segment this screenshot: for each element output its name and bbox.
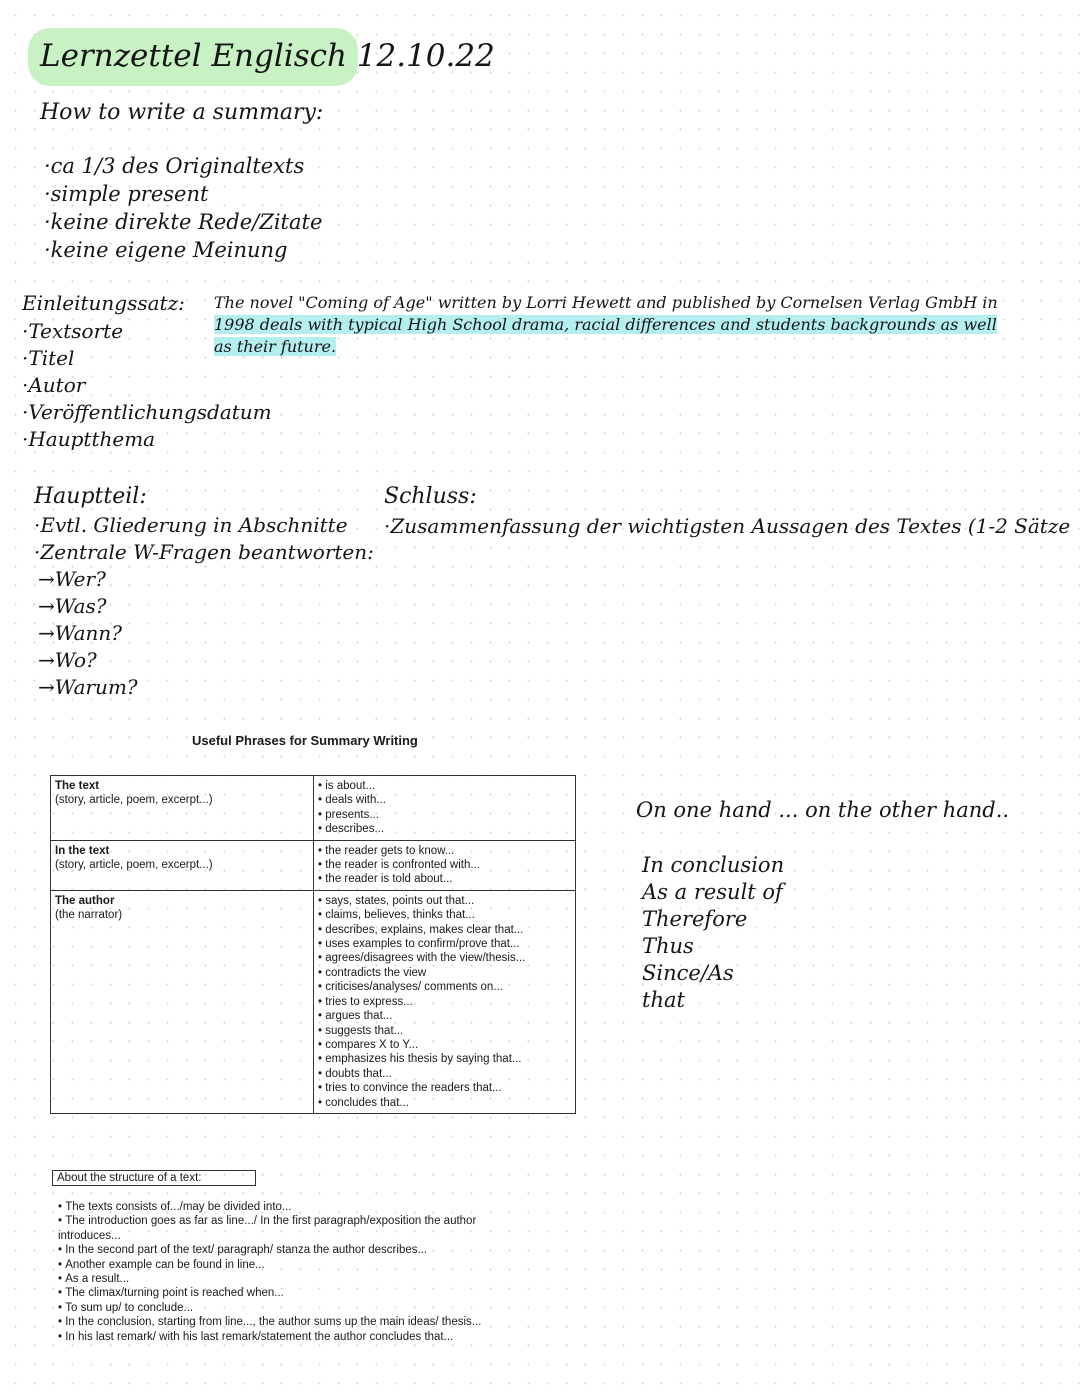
- phrase: • contradicts the view: [318, 966, 571, 980]
- phrase: • says, states, points out that...: [318, 894, 571, 908]
- structure-item: • In the second part of the text/ paragraph/ stanza the author describes...: [58, 1243, 528, 1257]
- phrase: • emphasizes his thesis by saying that...: [318, 1052, 571, 1066]
- phrase: • concludes that...: [318, 1096, 571, 1110]
- phrase: • tries to convince the readers that...: [318, 1081, 571, 1095]
- phrase: • is about...: [318, 779, 571, 793]
- phrase: • suggests that...: [318, 1024, 571, 1038]
- structure-item: • To sum up/ to conclude...: [58, 1301, 528, 1315]
- phrase: • uses examples to confirm/prove that...: [318, 937, 571, 951]
- w-question: →Wer?: [38, 567, 106, 591]
- hauptteil-item: ·Evtl. Gliederung in Abschnitte: [34, 513, 348, 537]
- example-sentence-highlighted: 1998 deals with typical High School drama, racial differences and students backgrounds as well as their future.: [214, 315, 997, 356]
- einleitung-item: ·Veröffentlichungsdatum: [22, 400, 272, 424]
- einleitung-heading: Einleitungssatz:: [22, 291, 185, 315]
- how-to-item: ·simple present: [44, 182, 209, 206]
- w-question: →Warum?: [38, 675, 138, 699]
- phrase-list-cell: [314, 890, 576, 1113]
- phrase: • describes...: [318, 822, 571, 836]
- hauptteil-heading: Hauptteil:: [34, 484, 147, 509]
- table-row: [51, 890, 576, 1113]
- structure-item: • The climax/turning point is reached when...: [58, 1286, 528, 1300]
- example-sentence-line-1: The novel "Coming of Age" written by Lorri Hewett and published by Cornelsen Verlag GmbH in: [214, 293, 998, 312]
- phrase: • describes, explains, makes clear that...: [318, 923, 571, 937]
- einleitung-item: ·Autor: [22, 373, 86, 397]
- connector-phrase: Thus: [642, 934, 694, 958]
- schluss-text: ·Zusammenfassung der wichtigsten Aussagen des Textes (1-2 Sätze: [384, 514, 1071, 538]
- structure-list: [58, 1200, 528, 1344]
- connector-phrase: In conclusion: [642, 853, 785, 877]
- w-question: →Was?: [38, 594, 107, 618]
- example-intro-sentence: [214, 292, 1004, 358]
- phrase: • the reader is told about...: [318, 872, 571, 886]
- structure-item: • In the conclusion, starting from line..., the author sums up the main ideas/ thesis...: [58, 1315, 528, 1329]
- einleitung-item: ·Textsorte: [22, 319, 124, 343]
- structure-item: • As a result...: [58, 1272, 528, 1286]
- phrase: • agrees/disagrees with the view/thesis...: [318, 951, 571, 965]
- hauptteil-list: [34, 512, 374, 701]
- table-row: [51, 776, 576, 841]
- phrase-subject: In the text: [55, 844, 110, 857]
- schluss-heading: Schluss:: [384, 484, 477, 509]
- w-question: →Wo?: [38, 648, 97, 672]
- phrase-subject: The author: [55, 894, 115, 907]
- structure-item: • The introduction goes as far as line.../ In the first paragraph/exposition the author introduces...: [58, 1214, 528, 1243]
- connector-list: [642, 852, 784, 1014]
- phrase: • the reader gets to know...: [318, 844, 571, 858]
- einleitung-item: ·Hauptthema: [22, 427, 156, 451]
- structure-item: • Another example can be found in line...: [58, 1258, 528, 1272]
- how-to-list: [44, 152, 322, 264]
- phrase-subject: The text: [55, 780, 100, 792]
- connector-phrase: As a result of: [642, 880, 783, 904]
- connector-phrase: Therefore: [642, 907, 748, 931]
- connector-phrase: that: [642, 988, 685, 1012]
- phrase-subject-note: (story, article, poem, excerpt...): [55, 794, 213, 807]
- how-to-item: ·keine direkte Rede/Zitate: [44, 210, 323, 234]
- how-to-heading: How to write a summary:: [40, 100, 324, 125]
- how-to-item: ·keine eigene Meinung: [44, 238, 288, 262]
- phrase-list-cell: [314, 840, 576, 890]
- phrase-list-cell: [314, 776, 576, 841]
- einleitung-item: ·Titel: [22, 346, 75, 370]
- phrase: • compares X to Y...: [318, 1038, 571, 1052]
- w-question: →Wann?: [38, 621, 122, 645]
- structure-item: • In his last remark/ with his last remark/statement the author concludes that...: [58, 1330, 528, 1344]
- connector-phrase: Since/As: [642, 961, 734, 985]
- phrase-subject-cell: [51, 776, 314, 841]
- phrase: • tries to express...: [318, 995, 571, 1009]
- structure-heading: About the structure of a text:: [52, 1170, 256, 1186]
- table-row: [51, 840, 576, 890]
- page-title: Lernzettel Englisch 12.10.22: [40, 38, 495, 74]
- phrase-subject-cell: [51, 840, 314, 890]
- phrase: • deals with...: [318, 793, 571, 807]
- how-to-item: ·ca 1/3 des Originaltexts: [44, 154, 305, 178]
- phrase-table: [50, 775, 576, 1114]
- phrase-subject-cell: [51, 890, 314, 1113]
- phrase-subject-note: (story, article, poem, excerpt...): [55, 859, 213, 872]
- phrases-title: Useful Phrases for Summary Writing: [192, 733, 418, 748]
- structure-item: • The texts consists of.../may be divided into...: [58, 1200, 528, 1214]
- one-hand-phrase: On one hand ... on the other hand..: [636, 798, 1010, 822]
- phrase-subject-note: (the narrator): [55, 909, 123, 922]
- phrase: • claims, believes, thinks that...: [318, 908, 571, 922]
- phrase: • criticises/analyses/ comments on...: [318, 980, 571, 994]
- hauptteil-item: ·Zentrale W-Fragen beantworten:: [34, 540, 374, 564]
- phrase: • presents...: [318, 808, 571, 822]
- phrase: • the reader is confronted with...: [318, 858, 571, 872]
- phrase: • argues that...: [318, 1009, 571, 1023]
- phrase: • doubts that...: [318, 1067, 571, 1081]
